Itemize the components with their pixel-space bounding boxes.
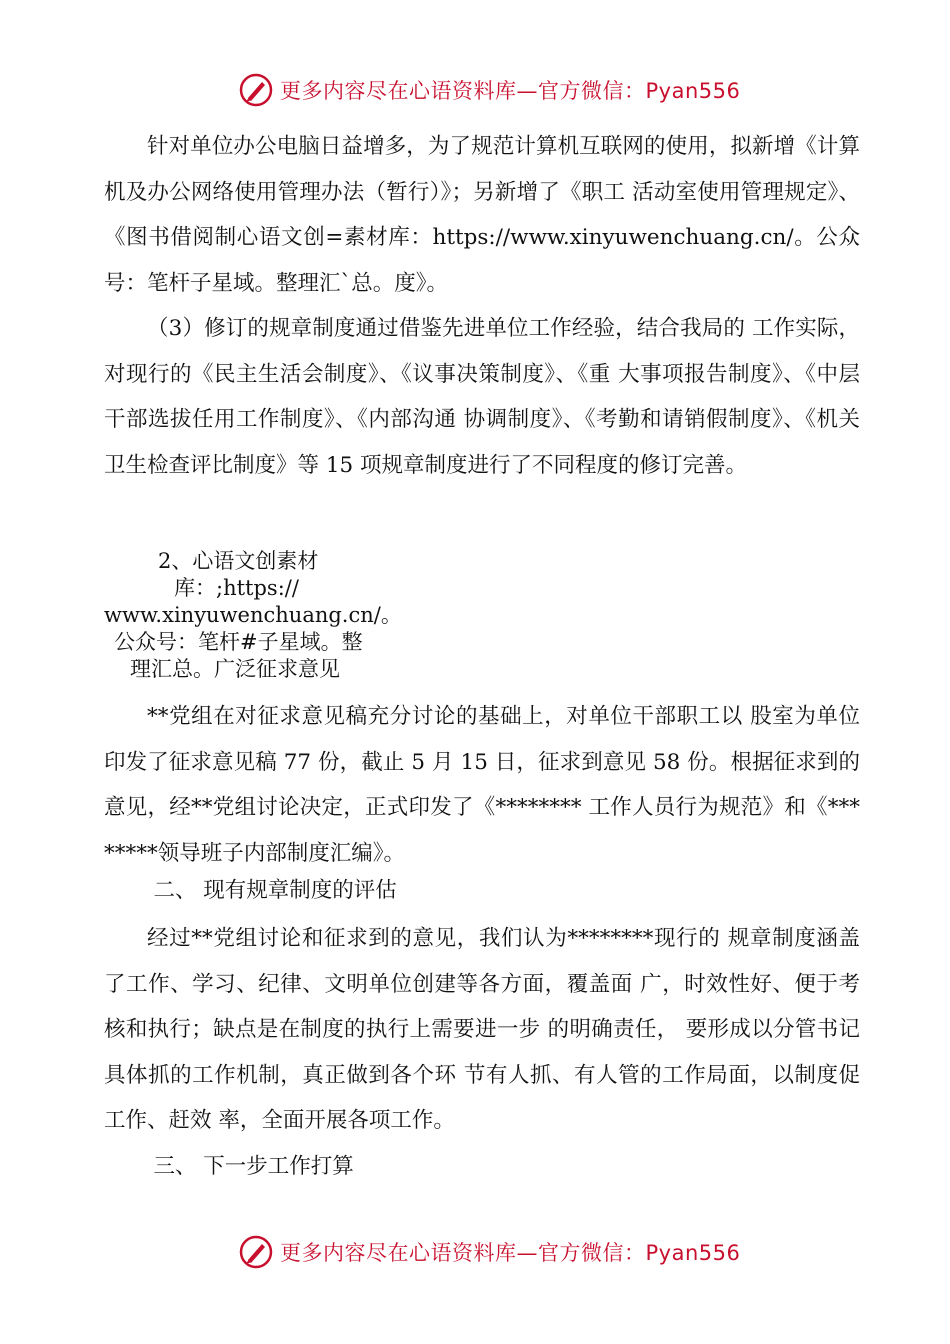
section-three-heading: 三、 下一步工作打算 [153, 1154, 354, 1179]
section-2-line-5: 理汇总。广泛征求意见 [130, 657, 340, 681]
footer-banner [238, 1232, 740, 1272]
section-2-line-1: 2、心语文创素材 [158, 549, 319, 573]
pen-logo-icon [238, 72, 274, 108]
banner-text: 更多内容尽在心语资料库—官方微信：Pyan556 [280, 1241, 741, 1265]
banner-text: 更多内容尽在心语资料库—官方微信：Pyan556 [280, 79, 741, 103]
section-2-heading [104, 548, 404, 683]
pen-logo-icon [238, 1234, 274, 1270]
section-2-line-2: 库：;https:// [174, 576, 299, 600]
paragraph-computer-rules: 针对单位办公电脑日益增多，为了规范计算机互联网的使用，拟新增《计算机及办公网络使用管理办法（暂行）》；另新增了《职工 活动室使用管理规定》、《图书借阅制心语文创=素材库：https://www.xinyuwenchuang.cn/。公众号：笔杆子星域。整理汇`总。度》。 [104, 134, 860, 296]
section-2-line-3: www.xinyuwenchuang.cn/。 [104, 603, 402, 627]
section-2-line-4: 公众号：笔杆#子星域。整 [114, 630, 363, 654]
paragraph-revised-rules: （3）修订的规章制度通过借鉴先进单位工作经验，结合我局的 工作实际，对现行的《民主生活会制度》、《议事决策制度》、《重 大事项报告制度》、《中层干部选拔任用工作制度》、《内部沟通 协调制度》、《考勤和请销假制度》、《机关卫生检查评比制度》等 15 项规章制度进行了不同程度的修订完善。 [104, 316, 860, 478]
paragraph-solicit-opinions: **党组在对征求意见稿充分讨论的基础上，对单位干部职工以 股室为单位印发了征求意见稿 77 份，截止 5 月 15 日，征求到意见 58 份。根据征求到的意见，经**党组讨论决定，正式印发了《******** 工作人员行为规范》和《********领导班子内部制度汇编》。 [104, 704, 860, 866]
paragraph-evaluation: 经过**党组讨论和征求到的意见，我们认为********现行的 规章制度涵盖了工作、学习、纪律、文明单位创建等各方面，覆盖面 广，时效性好、便于考核和执行；缺点是在制度的执行上需要进一步 的明确责任， 要形成以分管书记具体抓的工作机制，真正做到各个环 节有人抓、有人管的工作局面，以制度促工作、赶效 率，全面开展各项工作。 [104, 926, 860, 1133]
section-two-heading: 二、 现有规章制度的评估 [153, 878, 397, 903]
header-banner [238, 70, 740, 110]
